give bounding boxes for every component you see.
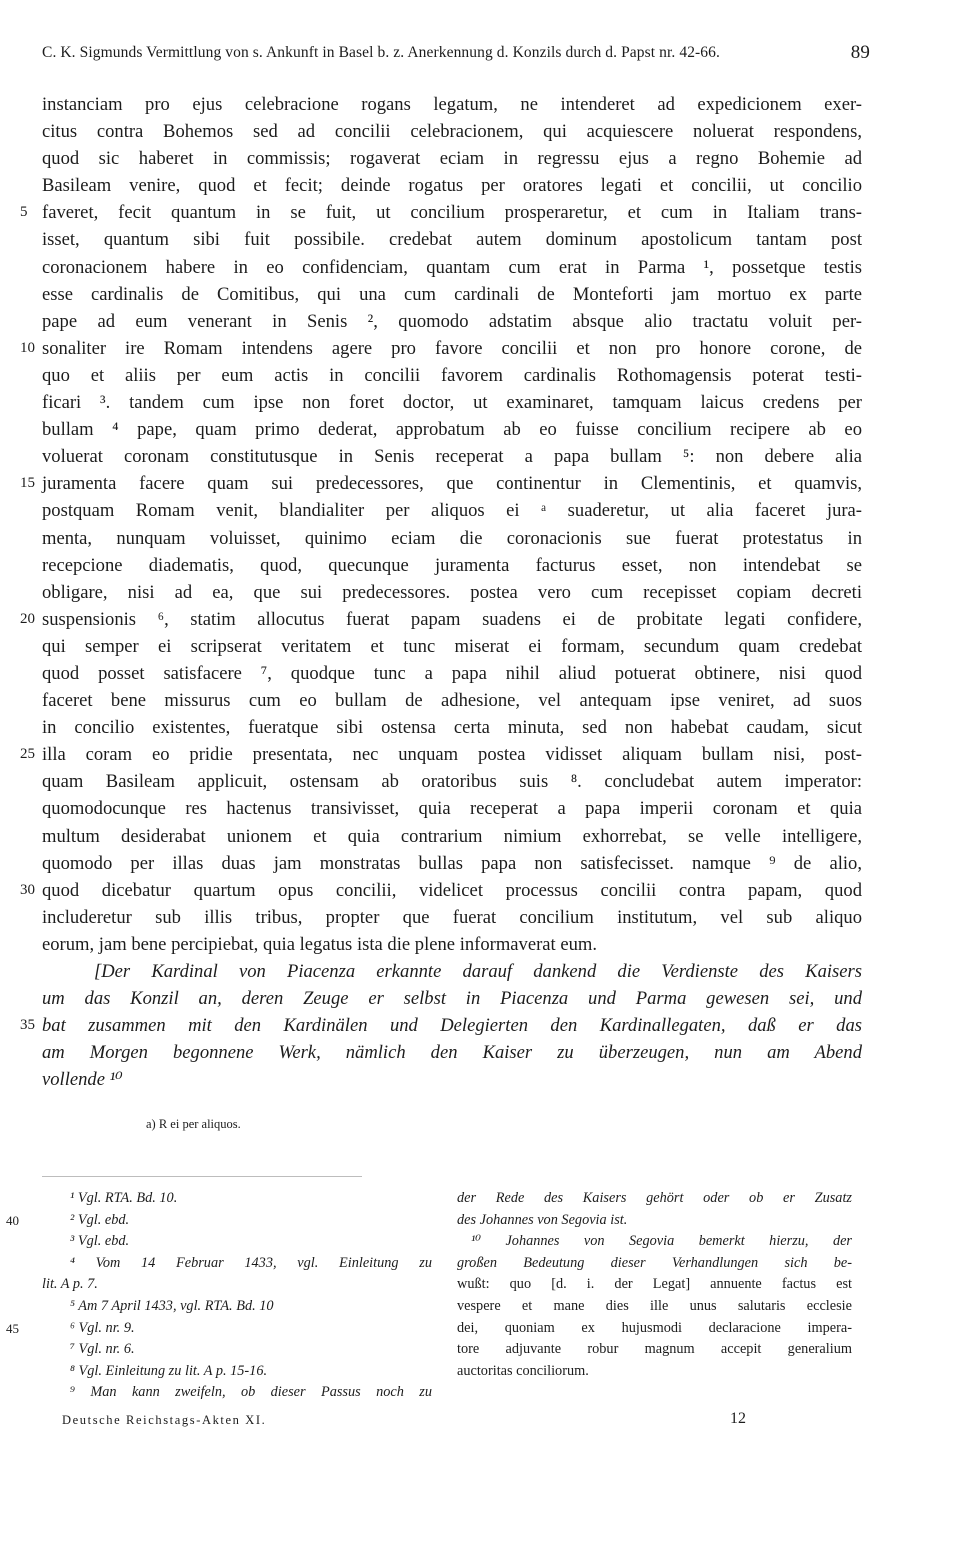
running-title: C. K. Sigmunds Vermittlung von s. Ankunft in Basel b. z. Anerkennung d. Konzils durch d. Papst nr. 42-66.	[42, 44, 720, 61]
text-line	[20, 335, 862, 362]
line-text: quod sic haberet in commissis; rogaverat eciam in regressu ejus a regno Bohemie ad	[42, 148, 862, 170]
line-text: instanciam pro ejus celebracione rogans legatum, ne intenderet ad expedicionem exer-	[42, 94, 862, 115]
line-text: citus contra Bohemos sed ad concilii celebracionem, qui acquiescere noluerat respondens,	[42, 121, 862, 143]
footnote-line	[42, 1339, 432, 1361]
footnote-line: auctoritas conciliorum.	[457, 1362, 589, 1379]
running-head	[42, 44, 870, 68]
line-text: vollende ¹⁰	[42, 1069, 123, 1091]
text-line	[42, 308, 862, 335]
footnote-line	[42, 1253, 432, 1275]
text-line	[42, 281, 862, 308]
line-text: bullam ⁴ pape, quam primo dederat, approbatum ab eo fuisse concilium recipere ab eo	[42, 419, 862, 441]
footnote-line: wußt: quo [d. i. der Legat] annuente factus est	[457, 1276, 852, 1293]
line-text: quomodo per illas duas jam monstratas bullas papa non satisfecisset. namque ⁹ de alio,	[42, 852, 862, 874]
text-line	[20, 199, 862, 226]
apparatus-note: a) R ei per aliquos.	[146, 1117, 241, 1131]
line-text: quo et aliis per eum actis in concilii favorem cardinalis Rothomagensis poterat testi-	[42, 364, 862, 386]
line-text: faceret bene missurus cum eo bullam de adhesione, vel antequam ipse veniret, ad suos	[42, 690, 862, 712]
text-line	[42, 795, 862, 822]
text-line	[42, 91, 862, 118]
footnote-separator	[42, 1176, 362, 1177]
main-text	[20, 91, 862, 1093]
text-line	[42, 416, 862, 443]
text-line	[42, 958, 862, 985]
text-line	[42, 172, 862, 199]
footnote-line	[42, 1188, 432, 1210]
line-text: esse cardinalis de Comitibus, qui una cum cardinali de Monteforti jam mortuo ex parte	[42, 283, 862, 305]
footnote-text: ² Vgl. ebd.	[70, 1211, 130, 1228]
line-text: quod dicebatur quartum opus concilii, videlicet processus concilii contra papam, quod	[42, 879, 862, 901]
text-line	[42, 1066, 862, 1093]
line-text: suspensionis ⁶, statim allocutus fuerat papam suadens ei de probitate legati confidere,	[42, 608, 862, 630]
text-line	[42, 389, 862, 416]
line-text: menta, nunquam voluisset, quinimo eciam die coronacionis sue fuerat protestatus in	[42, 527, 862, 549]
footnote-line: dei, quoniam ex hujusmodi declaracione impera-	[457, 1319, 852, 1336]
line-text: isset, quantum sibi fuit possibile. credebat autem dominum apostolicum tantam post	[42, 229, 862, 251]
text-line	[42, 768, 862, 795]
line-text: includeretur sub illis tribus, propter que fuerat concilium institutum, vel sub aliquo	[42, 906, 862, 928]
text-line	[20, 470, 862, 497]
line-number: 45	[6, 1320, 19, 1336]
text-line	[42, 931, 862, 958]
footnote-text: ⁵ Am 7 April 1433, vgl. RTA. Bd. 10	[70, 1297, 274, 1314]
footnote-line: des Johannes von Segovia ist.	[457, 1211, 628, 1228]
text-line	[42, 552, 862, 579]
footnote-line	[6, 1210, 432, 1232]
line-text: juramenta facere quam sui predecessores, que continentur in Clementinis, et quamvis,	[42, 473, 862, 495]
footnotes-right-column	[457, 1188, 852, 1382]
text-line	[42, 362, 862, 389]
footnote-text: ⁶ Vgl. nr. 9.	[70, 1319, 135, 1336]
footnote-line: vespere et mane dies ille unus salutaris ecclesie	[457, 1297, 852, 1314]
line-number: 15	[20, 475, 35, 492]
footnote-text: ⁷ Vgl. nr. 6.	[70, 1341, 135, 1358]
text-line	[20, 606, 862, 633]
footnote-text: ³ Vgl. ebd.	[70, 1233, 130, 1250]
line-text: in concilio existentes, fueratque sibi ostensa certa minuta, sed non habebat caudam, sicut	[42, 717, 862, 739]
text-line	[42, 660, 862, 687]
line-text: bat zusammen mit den Kardinälen und Delegierten den Kardinallegaten, daß er das	[42, 1015, 862, 1037]
text-line	[42, 118, 862, 145]
footnote-line	[42, 1296, 432, 1318]
line-text: eorum, jam bene percipiebat, quia legatus ista die plene informaverat eum.	[42, 933, 598, 955]
line-number: 5	[20, 204, 28, 221]
footnote-text: ¹ Vgl. RTA. Bd. 10.	[70, 1190, 178, 1206]
sheet-number: 12	[730, 1410, 746, 1427]
text-line	[42, 226, 862, 253]
text-line	[42, 633, 862, 660]
text-line	[42, 579, 862, 606]
footnote-text: ⁹ Man kann zweifeln, ob dieser Passus noch zu	[70, 1384, 432, 1401]
line-text: qui semper ei scripserat veritatem et tunc miserat ei formam, secundum quam credebat	[42, 635, 862, 657]
footnote-line: ¹⁰ Johannes von Segovia bemerkt hierzu, der	[471, 1233, 852, 1250]
footnote-line: großen Bedeutung dieser Verhandlungen sich be-	[457, 1254, 852, 1271]
line-text: multum desiderabat unionem et quia contrarium nimium exhorrebat, se velle intelligere,	[42, 825, 862, 847]
line-text: recepcione diadematis, quod, quecunque juramenta facturus esset, non intendebat se	[42, 554, 862, 576]
line-text: um das Konzil an, deren Zeuge er selbst in Piacenza und Parma gewesen sei, und	[42, 988, 862, 1010]
text-line	[42, 823, 862, 850]
line-text: faveret, fecit quantum in se fuit, ut concilium prosperaretur, et cum in Italiam trans-	[42, 202, 862, 224]
signature-line: Deutsche Reichstags-Akten XI.	[62, 1413, 267, 1427]
line-text: pape ad eum venerant in Senis ², quomodo adstatim absque alio tractatu voluit per-	[42, 310, 862, 332]
line-number: 20	[20, 610, 35, 627]
footnotes-left-column	[6, 1188, 432, 1404]
footnote-text: ⁸ Vgl. Einleitung zu lit. A p. 15-16.	[70, 1362, 268, 1379]
line-number: 10	[20, 339, 35, 356]
text-line	[42, 714, 862, 741]
line-text: obligare, nisi ad ea, que sui predecessores. postea vero cum recepisset copiam decreti	[42, 581, 862, 603]
line-number: 40	[6, 1212, 19, 1228]
text-line	[20, 1012, 862, 1039]
line-number: 30	[20, 881, 35, 898]
text-line	[42, 443, 862, 470]
footnote-line	[42, 1382, 432, 1404]
page-number: 89	[850, 42, 870, 63]
text-line	[20, 877, 862, 904]
text-line	[42, 145, 862, 172]
footnote-line: tore adjuvante robur magnum accepit generalium	[457, 1341, 852, 1358]
line-text: illa coram eo pridie presentata, nec unquam postea vidisset aliquam bullam nisi, post-	[42, 744, 862, 766]
text-line	[20, 741, 862, 768]
footnote-line	[42, 1231, 432, 1253]
line-text: ficari ³. tandem cum ipse non foret doctor, ut examinaret, tamquam laicus credens per	[42, 392, 862, 414]
line-number: 35	[20, 1017, 35, 1034]
line-text: Basileam venire, quod et fecit; deinde rogatus per oratores legati et concilii, ut concilio	[42, 175, 862, 197]
line-text: sonaliter ire Romam intendens agere pro favore concilii et non pro honore corone, de	[42, 337, 862, 359]
line-text: [Der Kardinal von Piacenza erkannte darauf dankend die Verdienste des Kaisers	[94, 961, 862, 982]
line-text: quod posset satisfacere ⁷, quodque tunc a papa nihil aliud potuerat obtinere, nisi quod	[42, 662, 862, 684]
line-text: voluerat coronam constitutusque in Senis receperat a papa bullam ⁵: non debere alia	[42, 446, 862, 468]
text-line	[42, 525, 862, 552]
text-line	[42, 1039, 862, 1066]
text-line	[42, 687, 862, 714]
footnote-line	[42, 1274, 432, 1296]
line-text: am Morgen begonnene Werk, nämlich den Kaiser zu überzeugen, nun am Abend	[42, 1042, 862, 1064]
line-number: 25	[20, 746, 35, 763]
line-text: quomodocunque res hactenus transivisset, quia receperat a papa imperii coronam et quia	[42, 798, 862, 820]
line-text: coronacionem habere in eo confidenciam, quantam cum erat in Parma ¹, possetque testis	[42, 256, 862, 278]
footnote-text: lit. A p. 7.	[42, 1276, 98, 1293]
text-line	[42, 497, 862, 524]
line-text: postquam Romam venit, blandialiter per aliquos ei ᵃ suaderetur, ut alia faceret jura-	[42, 500, 862, 522]
footnote-line	[42, 1361, 432, 1383]
line-text: quam Basileam applicuit, ostensam ab oratoribus suis ⁸. concludebat autem imperator:	[42, 771, 862, 793]
footnote-text: ⁴ Vom 14 Februar 1433, vgl. Einleitung zu	[70, 1254, 432, 1271]
text-line	[42, 904, 862, 931]
footnote-line: der Rede des Kaisers gehört oder ob er Zusatz	[457, 1190, 852, 1206]
text-line	[42, 254, 862, 281]
text-line	[42, 850, 862, 877]
footnote-line	[6, 1318, 432, 1340]
text-line	[42, 985, 862, 1012]
